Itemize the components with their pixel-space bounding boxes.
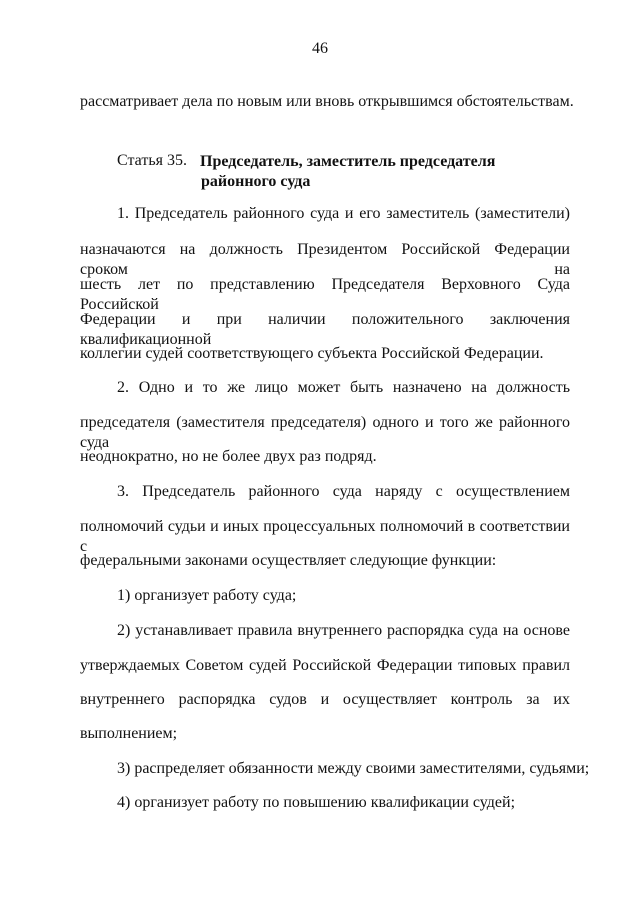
paragraph-2-line-2: председателя (заместителя председателя) одного и того же районного суда — [80, 414, 570, 451]
paragraph-1-line-1: 1. Председатель районного суда и его заместитель (заместители) — [117, 205, 570, 222]
list-item-2-line-4: выполнением; — [80, 725, 178, 742]
paragraph-3-line-2: полномочий судьи и иных процессуальных полномочий в соответствии с — [80, 518, 570, 555]
paragraph-1-line-5: коллегии судей соответствующего субъекта Российской Федерации. — [80, 345, 544, 362]
list-item-2-line-2: утверждаемых Советом судей Российской Федерации типовых правил — [80, 657, 570, 674]
paragraph-1-line-2: назначаются на должность Президентом Российской Федерации сроком на — [80, 241, 570, 278]
list-item-3: 3) распределяет обязанности между своими заместителями, судьями; — [117, 760, 590, 777]
paragraph-3-line-1: 3. Председатель районного суда наряду с осуществлением — [117, 483, 570, 500]
paragraph-3-line-3: федеральными законами осуществляет следующие функции: — [80, 552, 497, 569]
list-item-4: 4) организует работу по повышению квалификации судей; — [117, 794, 516, 811]
page-number: 46 — [312, 40, 328, 57]
article-label: Статья 35. — [117, 152, 187, 169]
intro-line: рассматривает дела по новым или вновь открывшимся обстоятельствам. — [80, 93, 574, 110]
list-item-2-line-3: внутреннего распорядка судов и осуществляет контроль за их — [80, 691, 570, 708]
article-title-line-2: районного суда — [201, 173, 311, 190]
paragraph-2-line-3: неоднократно, но не более двух раз подряд. — [80, 448, 377, 465]
paragraph-1-line-4: Федерации и при наличии положительного заключения квалификационной — [80, 311, 570, 348]
paragraph-2-line-1: 2. Одно и то же лицо может быть назначено на должность — [117, 379, 570, 396]
paragraph-1-line-3: шесть лет по представлению Председателя Верховного Суда Российской — [80, 276, 570, 313]
article-title — [200, 152, 495, 192]
article-title-line-1: Председатель, заместитель председателя — [200, 153, 496, 170]
list-item-1: 1) организует работу суда; — [117, 587, 297, 604]
list-item-2-line-1: 2) устанавливает правила внутреннего распорядка суда на основе — [117, 622, 570, 639]
